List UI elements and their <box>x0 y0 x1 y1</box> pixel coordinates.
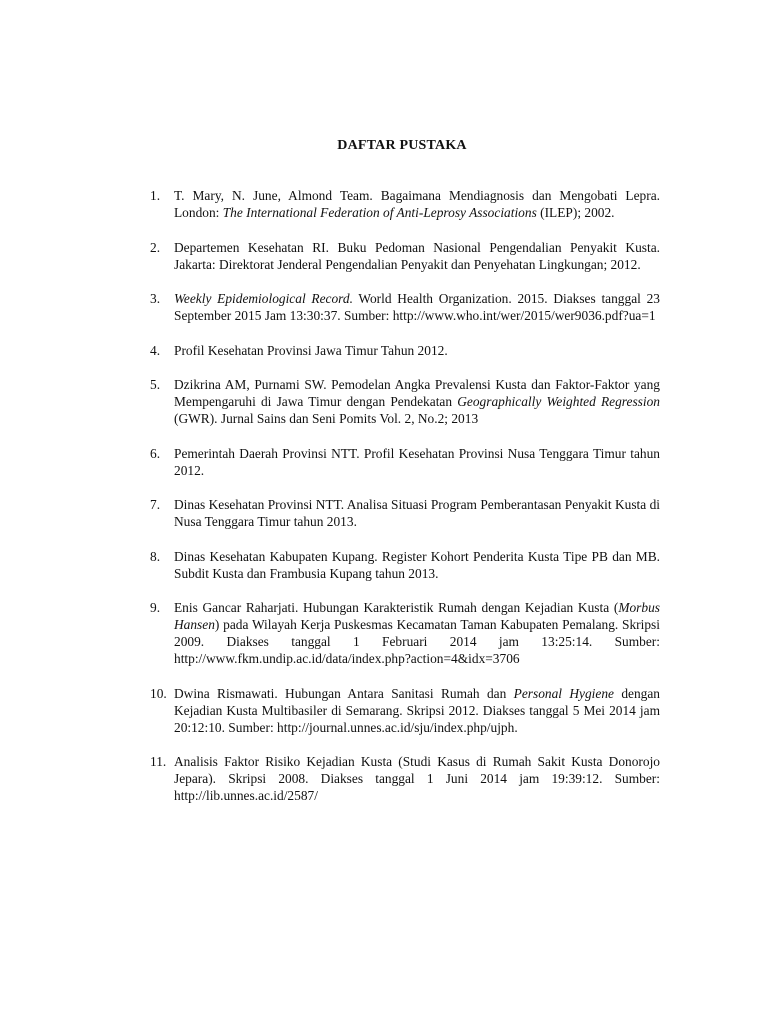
reference-segment: ) pada Wilayah Kerja Puskesmas Kecamatan Taman Kabupaten Pemalang. Skripsi 2009. Diakses tanggal 1 Februari 2014 jam 13:25:14. Sumber: http://www.fkm.undip.ac.id/data/index.php?action=4&idx=3706 <box>174 617 660 666</box>
reference-text <box>174 342 660 359</box>
reference-segment: Dzikrina AM, Purnami SW. Pemodelan Angka Prevalensi Kusta dan Faktor-Faktor yang Mempengaruhi di Jawa Timur dengan Pendekatan <box>174 377 660 409</box>
reference-text <box>174 187 660 221</box>
reference-item <box>150 685 660 736</box>
reference-segment: Dwina Rismawati. Hubungan Antara Sanitasi Rumah dan <box>174 685 514 701</box>
reference-segment: dengan Kejadian Kusta Multibasiler di Semarang. Skripsi 2012. Diakses tanggal 5 Mei 2014 jam 20:12:10. Sumber: http://journal.unnes.ac.id/sju/index.php/ujph. <box>174 685 660 735</box>
reference-segment: Enis Gancar Raharjati. Hubungan Karakteristik Rumah dengan Kejadian Kusta ( <box>174 600 619 615</box>
reference-number: 8. <box>150 548 161 564</box>
reference-item <box>150 599 660 667</box>
reference-segment: (GWR). Jurnal Sains dan Seni Pomits Vol. 2, No.2; 2013 <box>174 411 479 426</box>
reference-item <box>150 342 660 359</box>
reference-number: 5. <box>150 377 161 392</box>
reference-number: 9. <box>150 600 161 615</box>
reference-text <box>174 496 660 530</box>
reference-segment: Analisis Faktor Risiko Kejadian Kusta (Studi Kasus di Rumah Sakit Kusta Donorojo Jepara). Skripsi 2008. Diakses tanggal 1 Juni 2014 jam 19:39:12. Sumber: http://lib.unnes.ac.id/2587/ <box>174 754 660 803</box>
reference-number: 11. <box>150 754 167 769</box>
reference-item <box>150 376 660 427</box>
reference-item <box>150 445 660 479</box>
reference-text <box>174 376 660 427</box>
reference-italic-segment: Weekly Epidemiological Record. <box>174 291 353 306</box>
reference-segment: Dinas Kesehatan Provinsi NTT. Analisa Situasi Program Pemberantasan Penyakit Kusta di Nusa Tenggara Timur tahun 2013. <box>174 497 660 529</box>
reference-segment: T. Mary, N. June, Almond Team. Bagaimana Mendiagnosis dan Mengobati Lepra. London: <box>174 188 660 220</box>
reference-text <box>174 445 660 479</box>
reference-segment: Pemerintah Daerah Provinsi NTT. Profil Kesehatan Provinsi Nusa Tenggara Timur tahun 2012. <box>174 445 660 478</box>
reference-text <box>174 753 660 804</box>
reference-item <box>150 753 660 804</box>
reference-segment: Departemen Kesehatan RI. Buku Pedoman Nasional Pengendalian Penyakit Kusta. Jakarta: Direktorat Jenderal Pengendalian Penyakit dan Penyehatan Lingkungan; 2012. <box>174 239 660 272</box>
reference-italic-segment: The International Federation of Anti-Leprosy Associations <box>222 205 537 220</box>
reference-item <box>150 187 660 221</box>
reference-segment: Profil Kesehatan Provinsi Jawa Timur Tahun 2012. <box>174 342 448 358</box>
reference-item <box>150 239 660 273</box>
reference-text <box>174 685 660 736</box>
reference-italic-segment: Personal Hygiene <box>513 685 614 701</box>
reference-number: 7. <box>150 497 161 512</box>
reference-number: 4. <box>150 342 161 358</box>
reference-segment: World Health Organization. 2015. Diakses tanggal 23 September 2015 Jam 13:30:37. Sumber: http://www.who.int/wer/2015/wer9036.pdf?ua=1 <box>174 291 660 323</box>
reference-text <box>174 548 660 582</box>
reference-item <box>150 496 660 530</box>
reference-text <box>174 239 660 273</box>
reference-segment: (ILEP); 2002. <box>536 205 615 220</box>
reference-item <box>150 548 660 582</box>
reference-number: 3. <box>150 291 161 306</box>
reference-list <box>150 187 660 822</box>
reference-text <box>174 599 660 667</box>
reference-number: 10. <box>150 685 167 701</box>
reference-italic-segment: Geographically Weighted Regression <box>457 394 660 409</box>
reference-italic-segment: Morbus Hansen <box>174 600 660 632</box>
reference-number: 6. <box>150 445 161 461</box>
reference-segment: Dinas Kesehatan Kabupaten Kupang. Register Kohort Penderita Kusta Tipe PB dan MB. Subdit Kusta dan Frambusia Kupang tahun 2013. <box>174 548 660 581</box>
page-title: DAFTAR PUSTAKA <box>337 138 467 153</box>
reference-number: 1. <box>150 188 161 203</box>
reference-number: 2. <box>150 239 161 255</box>
reference-text <box>174 290 660 324</box>
reference-item <box>150 290 660 324</box>
